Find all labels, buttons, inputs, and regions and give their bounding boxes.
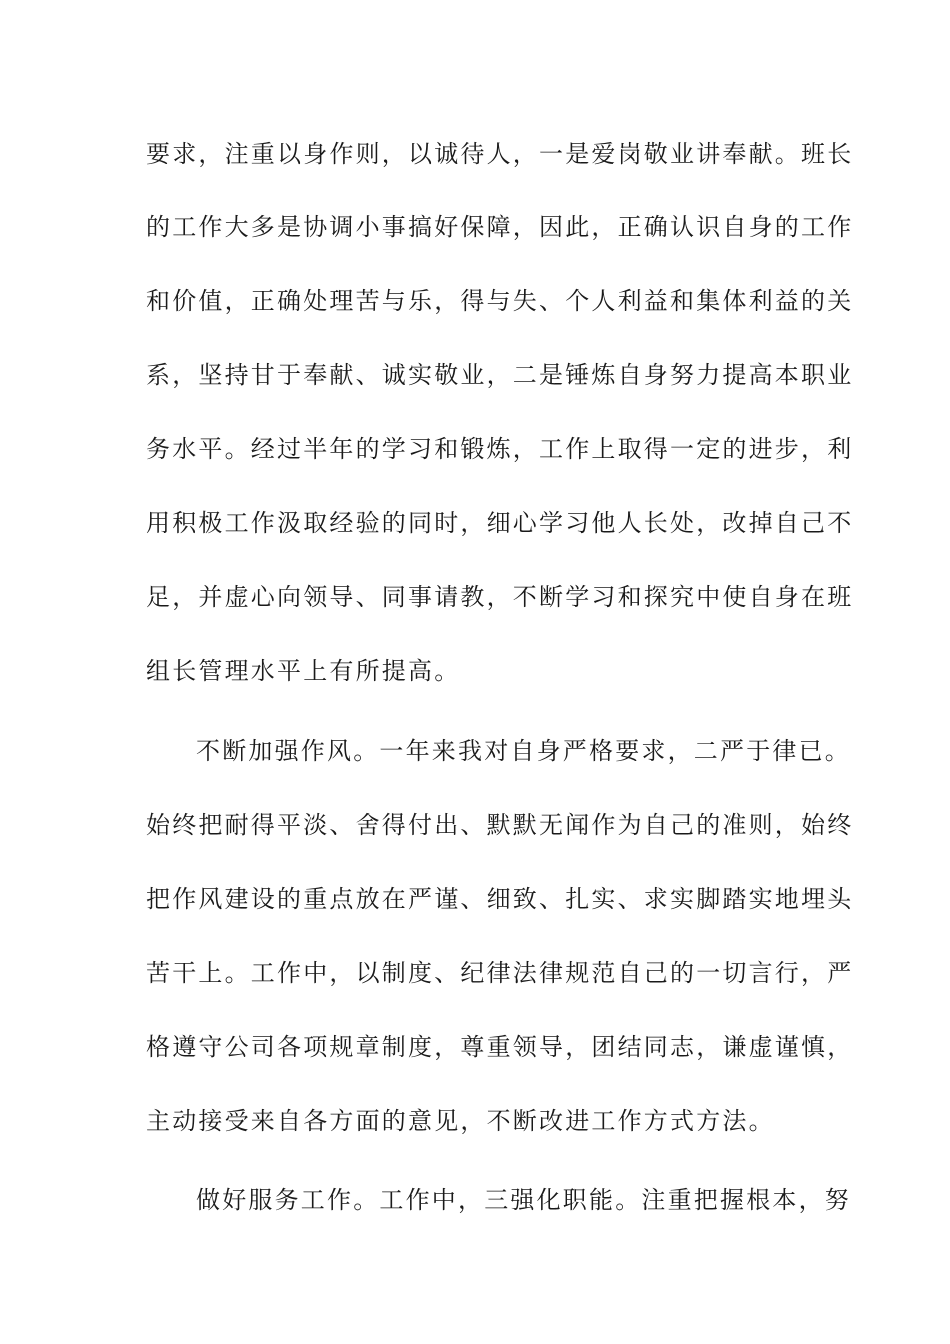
text-line-8: 组长管理水平上有所提高。 bbox=[146, 657, 461, 685]
text-line-6: 用积极工作汲取经验的同时，细心学习他人长处，改掉自己不 bbox=[146, 509, 854, 537]
paragraph-start-line-9: 不断加强作风。一年来我对自身严格要求，二严于律已。 bbox=[196, 737, 851, 765]
text-line-11: 把作风建设的重点放在严谨、细致、扎实、求实脚踏实地埋头 bbox=[146, 885, 854, 913]
text-line-5: 务水平。经过半年的学习和锻炼，工作上取得一定的进步，利 bbox=[146, 435, 854, 463]
text-line-12: 苦干上。工作中，以制度、纪律法律规范自己的一切言行，严 bbox=[146, 959, 854, 987]
text-line-4: 系，坚持甘于奉献、诚实敬业，二是锤炼自身努力提高本职业 bbox=[146, 361, 854, 389]
text-line-3: 和价值，正确处理苦与乐，得与失、个人利益和集体利益的关 bbox=[146, 287, 854, 315]
text-line-7: 足，并虚心向领导、同事请教，不断学习和探究中使自身在班 bbox=[146, 583, 854, 611]
text-line-10: 始终把耐得平淡、舍得付出、默默无闻作为自己的准则，始终 bbox=[146, 811, 854, 839]
text-line-13: 格遵守公司各项规章制度，尊重领导，团结同志，谦虚谨慎， bbox=[146, 1033, 854, 1061]
paragraph-start-line-15: 做好服务工作。工作中，三强化职能。注重把握根本，努 bbox=[196, 1186, 851, 1214]
text-line-2: 的工作大多是协调小事搞好保障，因此，正确认识自身的工作 bbox=[146, 213, 854, 241]
text-line-14: 主动接受来自各方面的意见，不断改进工作方式方法。 bbox=[146, 1107, 775, 1135]
text-line-1: 要求，注重以身作则，以诚待人，一是爱岗敬业讲奉献。班长 bbox=[146, 140, 854, 168]
